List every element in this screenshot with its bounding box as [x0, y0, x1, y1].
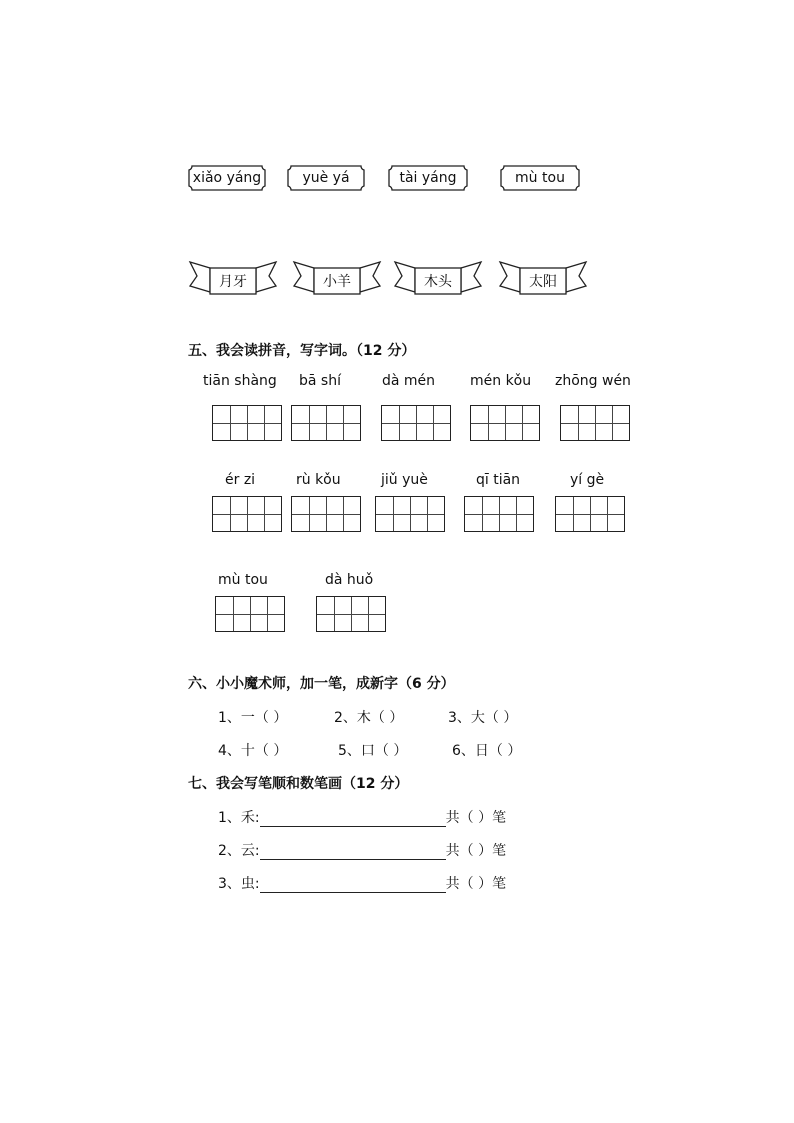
pinyin-prompt: qī tiān — [476, 472, 521, 488]
writing-grid[interactable] — [470, 405, 540, 441]
stroke-order-blank[interactable] — [260, 876, 446, 893]
pinyin-prompt: jiǔ yuè — [381, 472, 428, 488]
writing-grid[interactable] — [291, 405, 361, 441]
writing-grid[interactable] — [381, 405, 451, 441]
add-stroke-item: 3、大（ ） — [448, 710, 518, 726]
word-label: 木头 — [424, 274, 452, 290]
pinyin-card-3 — [388, 165, 468, 191]
stroke-count-text: 共（ ）笔 — [445, 810, 507, 826]
writing-grid[interactable] — [560, 405, 630, 441]
writing-grid[interactable] — [555, 496, 625, 532]
pinyin-prompt: rù kǒu — [296, 472, 341, 488]
writing-grid[interactable] — [212, 405, 282, 441]
pinyin-prompt: zhōng wén — [555, 373, 631, 389]
pinyin-card-4 — [500, 165, 580, 191]
section5-title: 五、我会读拼音，写字词。（12 分） — [188, 343, 416, 359]
pinyin-prompt: dà huǒ — [325, 572, 374, 588]
add-stroke-item: 5、口（ ） — [338, 743, 408, 759]
add-stroke-item: 4、十（ ） — [218, 743, 288, 759]
stroke-count-text: 共（ ）笔 — [445, 876, 507, 892]
section6-title: 六、小小魔术师，加一笔，成新字（6 分） — [188, 676, 455, 692]
stroke-count-text: 共（ ）笔 — [445, 843, 507, 859]
pinyin-card-2 — [287, 165, 365, 191]
word-banner-2 — [292, 258, 382, 298]
pinyin-prompt: yí gè — [570, 472, 605, 488]
writing-grid[interactable] — [215, 596, 285, 632]
writing-grid[interactable] — [212, 496, 282, 532]
pinyin-label: tài yáng — [399, 170, 457, 186]
word-banner-3 — [393, 258, 483, 298]
writing-grid[interactable] — [316, 596, 386, 632]
word-label: 月牙 — [219, 274, 247, 290]
word-banner-4 — [498, 258, 588, 298]
word-label: 小羊 — [323, 274, 351, 290]
pinyin-prompt: bā shí — [299, 373, 341, 389]
word-label: 太阳 — [529, 274, 557, 290]
pinyin-prompt: tiān shàng — [203, 373, 277, 389]
writing-grid[interactable] — [464, 496, 534, 532]
pinyin-prompt: mù tou — [218, 572, 268, 588]
character-label: 2、云: — [218, 843, 260, 859]
stroke-order-item — [218, 807, 506, 827]
pinyin-label: mù tou — [515, 170, 565, 186]
pinyin-label: xiǎo yáng — [192, 170, 262, 186]
character-label: 1、禾: — [218, 810, 260, 826]
pinyin-card-1 — [188, 165, 266, 191]
word-banner-1 — [188, 258, 278, 298]
pinyin-label: yuè yá — [302, 170, 350, 186]
add-stroke-item: 6、日（ ） — [452, 743, 522, 759]
pinyin-prompt: dà mén — [382, 373, 436, 389]
stroke-order-item — [218, 873, 506, 893]
add-stroke-item: 1、一（ ） — [218, 710, 288, 726]
writing-grid[interactable] — [291, 496, 361, 532]
add-stroke-item: 2、木（ ） — [334, 710, 404, 726]
section7-title: 七、我会写笔顺和数笔画（12 分） — [188, 776, 409, 792]
stroke-order-blank[interactable] — [260, 843, 446, 860]
pinyin-prompt: ér zi — [225, 472, 256, 488]
character-label: 3、虫: — [218, 876, 260, 892]
stroke-order-blank[interactable] — [260, 810, 446, 827]
pinyin-prompt: mén kǒu — [470, 373, 532, 389]
stroke-order-item — [218, 840, 506, 860]
writing-grid[interactable] — [375, 496, 445, 532]
